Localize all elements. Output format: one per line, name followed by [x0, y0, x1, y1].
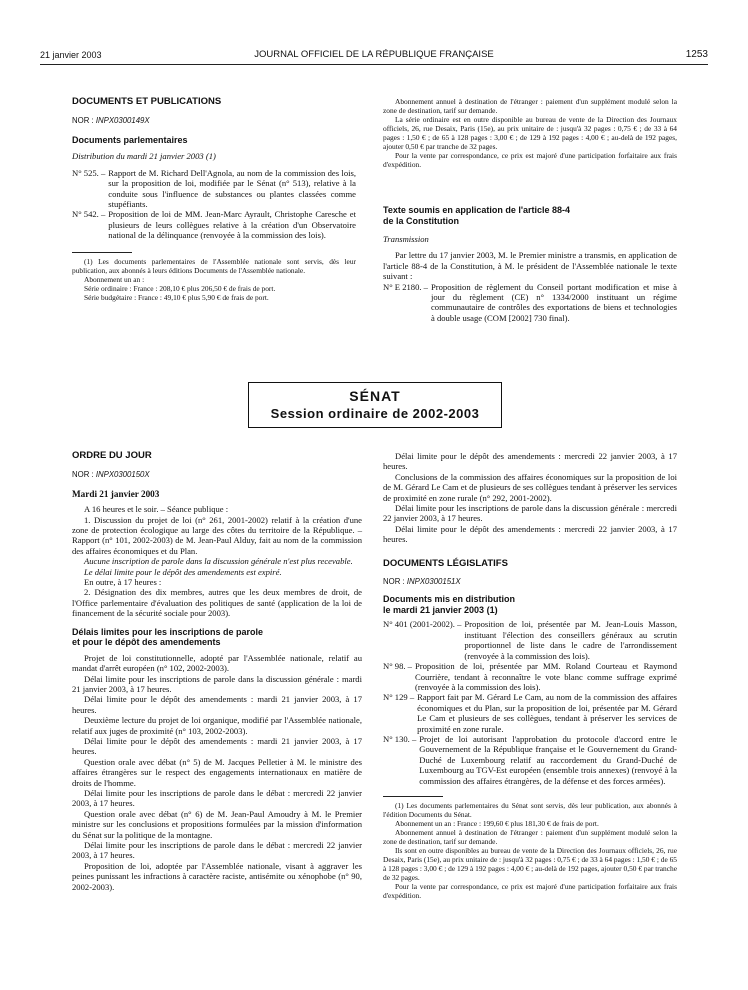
subtitle-documents-parlementaires: Documents parlementaires	[72, 134, 188, 145]
header-journal-title: JOURNAL OFFICIEL DE LA RÉPUBLIQUE FRANÇAISE	[254, 49, 494, 60]
transmission-label: Transmission	[383, 234, 429, 244]
header-date: 21 janvier 2003	[40, 50, 102, 60]
subscription-block	[383, 97, 677, 169]
footnote-text: (1) Les documents parlementaires de l'Assemblée nationale sont servis, dès leur publication, aux abonnés à leurs éditions Documents de l'Assemblée nationale.	[72, 256, 356, 275]
list-item: N° 525. – Rapport de M. Richard Dell'Agnola, au nom de la commission des lois, sur la proposition de loi, modifiée par le Sénat (n° 513), relative à la conduite sous l'influence de substances ou plantes classées comme stupéfiants.	[72, 167, 356, 209]
section-title-ordre-du-jour: ORDRE DU JOUR	[72, 450, 152, 461]
agenda-date: Mardi 21 janvier 2003	[72, 488, 160, 499]
agenda-paragraph: Aucune inscription de parole dans la discussion générale n'est plus recevable.	[84, 556, 353, 567]
list-item: N° 129 – Rapport fait par M. Gérard Le Cam, au nom de la commission des affaires économiques et du Plan, sur la proposition de loi, présentée par M. Gérard Le Cam et plusieurs de ses collègues, tendant à préserver les services de proximité en zone rurale.	[383, 692, 677, 734]
top-left-column	[72, 97, 356, 302]
agenda-paragraph: Conclusions de la commission des affaires économiques sur la proposition de loi de M. Gérard Le Cam et de plusieurs de ses collègues tendant à préserver les services de proximité en zone rurale (n° 292, 2001-2002).	[383, 471, 677, 503]
agenda-paragraph: Proposition de loi, adoptée par l'Assemblée nationale, visant à aggraver les peines punissant les infractions à caractère raciste, antisémite ou xénophobe (n° 90, 2002-2003).	[72, 860, 362, 892]
subscription-text: La série ordinaire est en outre disponible au bureau de vente de la Direction des Journaux officiels, 26, rue Desaix, Paris (15e), au prix unitaire de : jusqu'à 32 pages : 0,75 € ; de 33 à 64 pages : 1,50 € ; de 65 à 128 pages : 3,00 € ; de 129 à 192 pages : 4,00 € ; au-delà de 192 pages, ajouter 0,50 € par tranche de 32 pages.	[383, 115, 677, 151]
senat-title-box	[248, 382, 502, 428]
footnote-text: Abonnement annuel à destination de l'étranger : paiement d'un supplément modulé selon la zone de destination, tarif sur demande.	[383, 827, 677, 846]
bottom-right-column	[383, 451, 677, 900]
agenda-paragraph: Deuxième lecture du projet de loi organique, modifié par l'Assemblée nationale, relatif aux juges de proximité (n° 103, 2002-2003).	[72, 715, 362, 736]
footnote-rule	[72, 252, 132, 253]
nor-code: INPX0300149X	[95, 116, 150, 126]
agenda-paragraph: Délai limite pour le dépôt des amendements : mardi 21 janvier 2003, à 17 heures.	[72, 694, 362, 715]
footnote-text: Abonnement un an :	[84, 274, 145, 284]
subscription-text: Pour la vente par correspondance, ce prix est majoré d'une participation forfaitaire aux frais d'expédition.	[383, 151, 677, 169]
list-item: N° 130. – Projet de loi autorisant l'approbation du protocole d'accord entre le Gouvernement de la République française et le Gouvernement du Grand-Duché de Luxembourg relatif au raccordement du Grand-Duché de Luxembourg au TGV-Est européen (ensemble trois annexes) (renvoyé à la commission des affaires étrangères, de la défense et des forces armées).	[383, 733, 677, 786]
footnote-text: Abonnement un an : France : 199,60 € plus 181,30 € de frais de port.	[395, 818, 599, 828]
list-item: N° 542. – Proposition de loi de MM. Jean-Marc Ayrault, Christophe Caresche et plusieurs de leurs collègues relative à la création d'un Observatoire national de la délinquance (renvoyée à la commission des lois).	[72, 209, 356, 241]
nor-reference: NOR : INPX0300151X	[383, 577, 461, 587]
agenda-paragraph: Délai limite pour les inscriptions de parole dans la discussion générale : mardi 21 janvier 2003, à 17 heures.	[72, 673, 362, 694]
section-title-documents: DOCUMENTS ET PUBLICATIONS	[72, 96, 222, 107]
agenda-paragraph: 1. Discussion du projet de loi (n° 261, 2001-2002) relatif à la création d'une zone de protection écologique au large des côtes du territoire de la République. – Rapport (n° 101, 2002-2003) de M. Jean-Paul Alduy, fait au nom de la commission des affaires économiques et du Plan.	[72, 514, 362, 556]
agenda-paragraph: A 16 heures et le soir. – Séance publique :	[84, 504, 229, 515]
nor-reference: NOR : INPX0300150X	[72, 470, 150, 480]
session-title: Session ordinaire de 2002-2003	[270, 406, 480, 421]
agenda-paragraph: Délai limite pour les inscriptions de parole dans le débat : mercredi 22 janvier 2003, à 17 heures.	[72, 840, 362, 861]
footnote-text: Série budgétaire : France : 49,10 € plus 5,90 € de frais de port.	[84, 292, 269, 302]
distribution-date: Distribution du mardi 21 janvier 2003 (1)	[72, 151, 216, 162]
bottom-left-column	[72, 451, 362, 892]
agenda-paragraph: Délai limite pour le dépôt des amendements : mercredi 22 janvier 2003, à 17 heures.	[383, 523, 677, 545]
header-rule	[40, 64, 708, 65]
list-item: N° 98. – Proposition de loi, présentée par MM. Roland Courteau et Raymond Courrière, tendant à reconnaître le vote blanc comme suffrage exprimé (renvoyée à la commission des lois).	[383, 661, 677, 692]
agenda-paragraph: Question orale avec débat (n° 6) de M. Jean-Paul Amoudry à M. le Premier ministre sur les conclusions et propositions formulées par la mission d'information du Sénat sur la politique de la montagne.	[72, 808, 362, 840]
agenda-paragraph: Délai limite pour le dépôt des amendements : mercredi 22 janvier 2003, à 17 heures.	[383, 451, 677, 472]
agenda-paragraph: Délai limite pour le dépôt des amendements : mardi 21 janvier 2003, à 17 heures.	[72, 735, 362, 757]
agenda-paragraph: 2. Désignation des dix membres, autres que les deux membres de droit, de l'Office parlementaire d'évaluation des politiques de santé (application de la loi de financement de la sécurité sociale pour 2003).	[72, 587, 362, 619]
page-header	[40, 47, 708, 63]
agenda-paragraph: Délai limite pour les inscriptions de parole dans le débat : mercredi 22 janvier 2003, à 17 heures.	[72, 787, 362, 809]
list-item: N° 401 (2001-2002). – Proposition de loi, présentée par M. Jean-Louis Masson, instituant l'élection des conseillers généraux au scrutin proportionnel de liste dans le cadre de l'arrondissement (renvoyée à la commission des lois).	[383, 619, 677, 661]
section-title-documents-legislatifs: DOCUMENTS LÉGISLATIFS	[383, 557, 508, 569]
section-title-article-88-4: Texte soumis en application de l'article 88-4 de la Constitution	[383, 205, 571, 226]
nor-code: INPX0300150X	[95, 470, 150, 480]
list-item: N° E 2180. – Proposition de règlement du Conseil portant modification et mise à jour du règlement (CE) n° 1334/2000 instituant un régime communautaire de contrôles des exportations de biens et technologies à double usage (COM [2002] 730 final).	[383, 281, 677, 323]
footnote-rule	[383, 796, 443, 797]
footnote-block	[383, 796, 677, 900]
header-page-number: 1253	[685, 49, 708, 60]
agenda-paragraph: Délai limite pour les inscriptions de parole dans la discussion générale : mercredi 22 janvier 2003, à 17 heures.	[383, 503, 677, 524]
top-right-column	[383, 97, 677, 323]
agenda-paragraph: En outre, à 17 heures :	[84, 577, 162, 588]
subtitle-documents-distribution: Documents mis en distribution le mardi 21 janvier 2003 (1)	[383, 594, 516, 615]
subscription-text: Abonnement annuel à destination de l'étranger : paiement d'un supplément modulé selon la zone de destination, tarif sur demande.	[383, 97, 677, 115]
footnote-text: (1) Les documents parlementaires du Sénat sont servis, dès leur publication, aux abonnés à l'édition Documents du Sénat.	[383, 800, 677, 819]
footnote-text: Série ordinaire : France : 208,10 € plus 206,50 € de frais de port.	[84, 283, 276, 293]
transmission-paragraph: Par lettre du 17 janvier 2003, M. le Premier ministre a transmis, en application de l'article 88-4 de la Constitution, à M. le président de l'Assemblée nationale le texte suivant :	[383, 250, 677, 282]
nor-code: INPX0300151X	[406, 577, 461, 587]
agenda-paragraph: Projet de loi constitutionnelle, adopté par l'Assemblée nationale, relatif au mandat d'arrêt européen (n° 102, 2002-2003).	[72, 652, 362, 674]
footnote-text: Ils sont en outre disponibles au bureau de vente de la Direction des Journaux officiels, 26, rue Desaix, Paris (15e), au prix unitaire de : jusqu'à 32 pages : 0,75 € ; de 33 à 64 pages : 1,50 € ; de 65 à 128 pages : 3,00 € ; de 129 à 192 pages : 4,00 € ; au-delà de 192 pages, ajouter 0,50 € par tranche de 32 pages.	[383, 845, 677, 882]
senat-title: SÉNAT	[349, 388, 401, 404]
agenda-paragraph: Le délai limite pour le dépôt des amendements est expiré.	[84, 566, 282, 577]
agenda-paragraph: Question orale avec débat (n° 5) de M. Jacques Pelletier à M. le ministre des affaires étrangères sur le respect des engagements internationaux en matière de droits de l'homme.	[72, 756, 362, 788]
footnote-block	[72, 252, 356, 302]
nor-reference: NOR : INPX0300149X	[72, 116, 150, 126]
subtitle-delais-limites: Délais limites pour les inscriptions de parole et pour le dépôt des amendements	[72, 626, 264, 648]
footnote-text: Pour la vente par correspondance, ce prix est majoré d'une participation forfaitaire aux frais d'expédition.	[383, 881, 677, 900]
